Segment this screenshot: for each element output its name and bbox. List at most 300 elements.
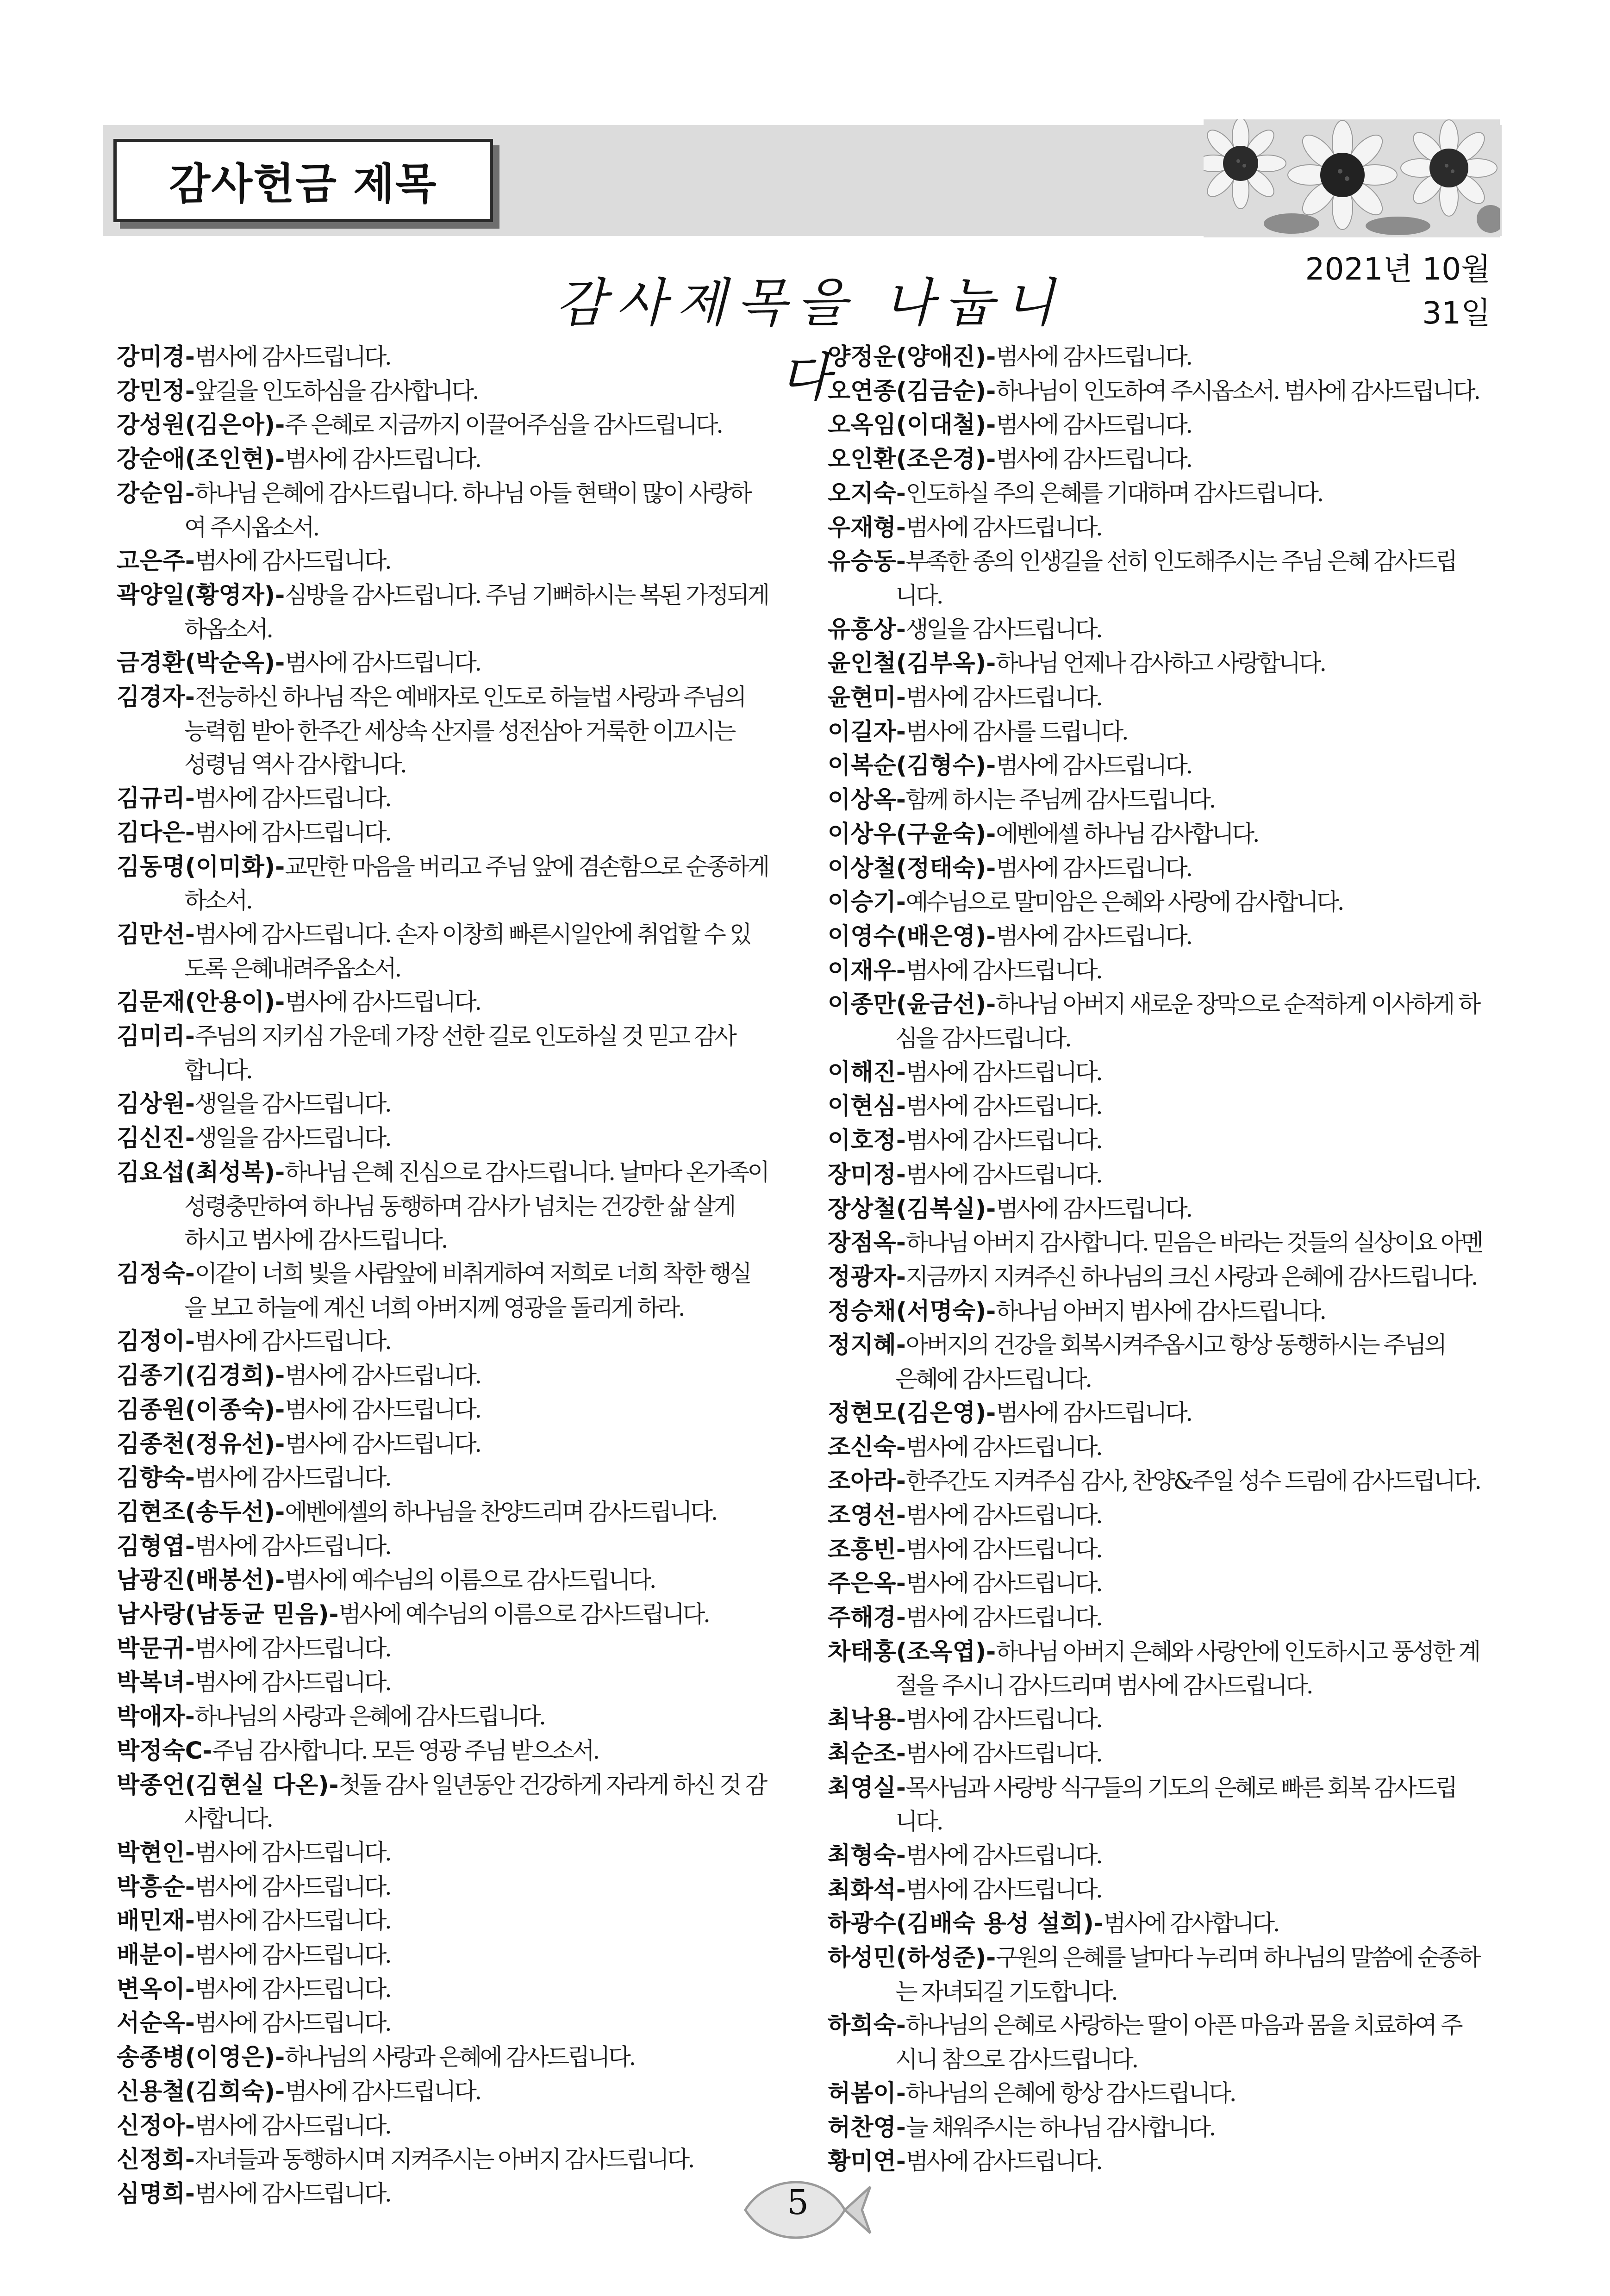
list-item: 남광진(배봉선)-범사에 예수님의 이름으로 감사드립니다. (117, 1566, 655, 1594)
section-title-box (113, 139, 493, 222)
thanks-message: 범사에 감사드립니다. (905, 956, 1101, 984)
list-item: 최낙용-범사에 감사드립니다. (828, 1705, 1101, 1734)
thanks-message: 범사에 감사드립니다. (194, 547, 390, 575)
thanks-message: 범사에 감사드립니다. (996, 922, 1191, 950)
thanks-message: 범사에 감사드립니다. (285, 988, 480, 1016)
donor-name: 김문재(안용이) (117, 989, 275, 1016)
thanks-message: 범사에 감사드립니다. (905, 1092, 1101, 1120)
thanks-message-line: 능력힘 받아 한주간 세상속 산지를 성전삼아 거룩한 이끄시는 (184, 717, 734, 745)
thanks-message: 범사에 감사드립니다. (194, 784, 390, 812)
donor-name: 이복순(김형수) (828, 752, 986, 780)
thanks-message: 범사에 감사를 드립니다. (905, 717, 1127, 745)
thanks-message-cont: 여 주시옵소서. (184, 513, 318, 541)
donor-name: 김다은 (117, 819, 185, 846)
donor-name: 조영선 (828, 1501, 896, 1529)
list-item: 김문재(안용이)-범사에 감사드립니다. (117, 988, 480, 1016)
thanks-message: 범사에 예수님의 이름으로 감사드립니다. (285, 1566, 655, 1594)
thanks-message: 범사에 감사드립니다. (996, 752, 1191, 779)
list-item: 조흥빈-범사에 감사드립니다. (828, 1535, 1101, 1563)
list-item: 김형엽-범사에 감사드립니다. (117, 1532, 390, 1560)
list-item: 유흥상-생일을 감사드립니다. (828, 615, 1101, 643)
thanks-message-cont: 니다. (895, 1808, 942, 1836)
donor-name: 김신진 (117, 1125, 185, 1152)
donor-name: 김요섭(최성복) (117, 1158, 275, 1186)
donor-name: 신정희 (117, 2146, 185, 2174)
section-title: 감사헌금 제목 (169, 159, 437, 209)
donor-name: 김상원 (117, 1090, 185, 1118)
donor-name: 김동명(이미화) (117, 853, 275, 881)
thanks-message: 하나님 은혜 진심으로 감사드립니다. 날마다 온가족이 (285, 1158, 768, 1186)
thanks-message: 주 은혜로 지금까지 이끌어주심을 감사드립니다. (285, 411, 722, 439)
thanks-message: 하나님의 은혜에 항상 감사드립니다. (905, 2079, 1235, 2107)
donor-name: 장미정 (828, 1161, 896, 1188)
thanks-message: 하나님의 사랑과 은혜에 감사드립니다. (285, 2043, 634, 2071)
list-item: 강성원(김은아)-주 은혜로 지금까지 이끌어주심을 감사드립니다. (117, 411, 722, 439)
thanks-message: 범사에 감사드립니다. (996, 343, 1191, 370)
list-item: 김정숙-이같이 너희 빛을 사람앞에 비취게하여 저희로 너희 착한 행실 을 보고 하늘에 계신 너희 아버지께 영광을 돌리게 하라. (117, 1257, 811, 1325)
thanks-message: 아버지의 건강을 회복시켜주옵시고 항상 동행하시는 주님의 (905, 1331, 1445, 1359)
thanks-message: 범사에 감사드립니다. (194, 1327, 390, 1355)
thanks-message: 생일을 감사드립니다. (905, 615, 1101, 643)
thanks-message: 앞길을 인도하심을 감사합니다. (194, 377, 478, 404)
donor-name: 하광수(김배숙 용성 설희) (828, 1910, 1094, 1938)
thanks-message-cont: 시니 참으로 감사드립니다. (895, 2046, 1137, 2073)
list-item: 이재우-범사에 감사드립니다. (828, 956, 1101, 984)
list-item: 서순옥-범사에 감사드립니다. (117, 2009, 390, 2037)
donor-name: 강미경 (117, 343, 185, 371)
thanks-message: 범사에 감사드립니다. (194, 2179, 390, 2207)
donor-name: 김형엽 (117, 1532, 185, 1560)
thanks-message: 하나님의 사랑과 은혜에 감사드립니다. (194, 1703, 544, 1730)
thanks-message-cont: 을 보고 하늘에 계신 너희 아버지께 영광을 돌리게 하라. (184, 1294, 684, 1321)
donor-name: 장상철(김복실) (828, 1195, 986, 1223)
donor-name: 김종천(정유선) (117, 1430, 275, 1458)
list-item: 최화석-범사에 감사드립니다. (828, 1875, 1101, 1904)
donor-name: 박현인 (117, 1839, 185, 1867)
donor-name: 김미리 (117, 1023, 185, 1051)
thanks-message: 범사에 감사드립니다. (285, 1430, 480, 1457)
donor-name: 심명희 (117, 2180, 185, 2208)
list-item: 이상우(구윤숙)-에벤에셀 하나님 감사합니다. (828, 820, 1258, 848)
thanks-message: 자녀들과 동행하시며 지켜주시는 아버지 감사드립니다. (194, 2146, 693, 2173)
donor-name: 정승채(서명숙) (828, 1297, 986, 1325)
list-item: 정승채(서명숙)-하나님 아버지 범사에 감사드립니다. (828, 1297, 1325, 1325)
thanks-message: 범사에 감사드립니다. (194, 343, 390, 370)
donor-name: 김정이 (117, 1328, 185, 1356)
donor-name: 이해진 (828, 1058, 896, 1086)
donor-name: 최화석 (828, 1876, 896, 1904)
donor-name: 정광자 (828, 1263, 896, 1291)
thanks-message: 생일을 감사드립니다. (194, 1090, 390, 1118)
list-item: 박문귀-범사에 감사드립니다. (117, 1634, 390, 1662)
list-item: 김향숙-범사에 감사드립니다. (117, 1464, 390, 1492)
list-item: 주해경-범사에 감사드립니다. (828, 1604, 1101, 1632)
thanks-message: 범사에 감사드립니다. (194, 818, 390, 846)
thanks-message-cont: 심을 감사드립니다. (895, 1025, 1070, 1052)
thanks-message: 범사에 감사드립니다. (194, 1975, 390, 2003)
list-item: 신정희-자녀들과 동행하시며 지켜주시는 아버지 감사드립니다. (117, 2146, 693, 2174)
thanks-message: 범사에 감사드립니다. (905, 1433, 1101, 1461)
thanks-message-line: 성령님 역사 감사합니다. (184, 751, 406, 778)
list-item: 장상철(김복실)-범사에 감사드립니다. (828, 1195, 1191, 1223)
donor-name: 서순옥 (117, 2010, 185, 2037)
thanks-message: 범사에 감사드립니다. (905, 1604, 1101, 1631)
donor-name: 송종병(이영은) (117, 2044, 275, 2072)
list-item: 정지혜-아버지의 건강을 회복시켜주옵시고 항상 동행하시는 주님의 은혜에 감사드립니다. (828, 1328, 1513, 1396)
donor-name: 이호정 (828, 1127, 896, 1155)
donor-name: 강순임 (117, 479, 185, 507)
donor-name: 우재형 (828, 514, 896, 541)
donor-name: 신정아 (117, 2112, 185, 2140)
thanks-message: 지금까지 지켜주신 하나님의 크신 사랑과 은혜에 감사드립니다. (905, 1263, 1477, 1290)
thanks-message: 범사에 감사드립니다. (194, 1838, 390, 1866)
list-item: 강순임-하나님 은혜에 감사드립니다. 하나님 아들 현택이 많이 사랑하 여 주시옵소서. (117, 477, 811, 544)
thanks-message-cont (117, 1190, 811, 1257)
thanks-message: 범사에 감사드립니다. (905, 1160, 1101, 1188)
list-item: 이상철(정태숙)-범사에 감사드립니다. (828, 854, 1191, 882)
list-item: 오옥임(이대철)-범사에 감사드립니다. (828, 411, 1191, 439)
donor-name: 배분이 (117, 1941, 185, 1969)
thanks-message: 범사에 감사드립니다. (905, 1841, 1101, 1869)
thanks-message: 범사에 감사드립니다. (996, 854, 1191, 882)
donor-name: 박종언(김현실 다온) (117, 1771, 329, 1799)
donor-name: 조흥빈 (828, 1536, 896, 1563)
list-item: 이종만(윤금선)-하나님 아버지 새로운 장막으로 순적하게 이사하게 하 심을 감사드립니다. (828, 988, 1513, 1055)
list-item: 이상옥-함께 하시는 주님께 감사드립니다. (828, 786, 1214, 814)
list-item: 우재형-범사에 감사드립니다. (828, 513, 1101, 541)
list-item: 이현심-범사에 감사드립니다. (828, 1092, 1101, 1120)
donor-name: 김종기(김경희) (117, 1362, 275, 1390)
donor-name: 남사랑(남동균 믿음) (117, 1601, 329, 1629)
thanks-message: 범사에 감사드립니다. (285, 445, 480, 473)
donor-name: 강성원(김은아) (117, 411, 275, 439)
thanks-message: 부족한 종의 인생길을 선히 인도해주시는 주님 은혜 감사드립 (905, 548, 1456, 575)
list-item: 심명희-범사에 감사드립니다. (117, 2179, 390, 2208)
thanks-message: 구원의 은혜를 날마다 누리며 하나님의 말씀에 순종하 (996, 1944, 1479, 1972)
donor-name: 김만선 (117, 921, 185, 948)
thanks-message: 전능하신 하나님 작은 예배자로 인도로 하늘법 사랑과 주님의 (194, 683, 745, 711)
list-item: 하성민(하성준)-구원의 은혜를 날마다 누리며 하나님의 말씀에 순종하 는 자녀되길 기도합니다. (828, 1941, 1513, 2009)
thanks-message: 하나님 아버지 감사합니다. 믿음은 바라는 것들의 실상이요 아멘 (905, 1229, 1482, 1257)
thanks-message: 범사에 감사드립니다. (905, 1501, 1101, 1529)
thanks-message: 범사에 감사드립니다. (905, 1535, 1101, 1563)
thanks-message: 하나님 언제나 감사하고 사랑합니다. (996, 649, 1325, 677)
thanks-message-cont: 사합니다. (184, 1805, 272, 1833)
thanks-message: 범사에 감사드립니다. (996, 1399, 1191, 1426)
thanks-message: 에벤에셀의 하나님을 찬양드리며 감사드립니다. (285, 1498, 717, 1525)
list-item: 이복순(김형수)-범사에 감사드립니다. (828, 752, 1191, 780)
list-item: 장미정-범사에 감사드립니다. (828, 1160, 1101, 1188)
thanks-message: 범사에 감사드립니다. (194, 1532, 390, 1560)
list-item: 강순애(조인현)-범사에 감사드립니다. (117, 445, 480, 473)
thanks-message: 범사에 감사드립니다. (194, 2009, 390, 2037)
thanks-message: 심방을 감사드립니다. 주님 기뻐하시는 복된 가정되게 (285, 581, 768, 609)
donor-name: 이상우(구윤숙) (828, 820, 986, 848)
list-item: 김규리-범사에 감사드립니다. (117, 784, 390, 813)
donor-name: 박애자 (117, 1703, 185, 1731)
list-item: 조영선-범사에 감사드립니다. (828, 1501, 1101, 1529)
donor-name: 강순애(조인현) (117, 446, 275, 473)
list-item: 강민정-앞길을 인도하심을 감사합니다. (117, 377, 478, 405)
donor-name: 김경자 (117, 684, 185, 711)
donor-name: 유흥상 (828, 616, 896, 643)
thanks-message: 범사에 감사드립니다. (285, 649, 480, 677)
thanks-message: 범사에 감사드립니다. (194, 1634, 390, 1662)
donor-name: 주은옥 (828, 1570, 896, 1598)
donor-name: 이재우 (828, 957, 896, 984)
donor-name: 이상철(정태숙) (828, 854, 986, 882)
list-item: 김종기(김경희)-범사에 감사드립니다. (117, 1362, 480, 1390)
thanks-message: 범사에 감사드립니다. (905, 1705, 1101, 1733)
list-item: 신정아-범사에 감사드립니다. (117, 2111, 390, 2140)
donor-name: 최영실 (828, 1774, 896, 1802)
donor-name: 이영수(배은영) (828, 922, 986, 950)
list-item: 최순조-범사에 감사드립니다. (828, 1739, 1101, 1767)
list-item: 차태홍(조옥엽)-하나님 아버지 은혜와 사랑안에 인도하시고 풍성한 계 절을 주시니 감사드리며 범사에 감사드립니다. (828, 1635, 1513, 1703)
thanks-message: 범사에 예수님의 이름으로 감사드립니다. (338, 1600, 709, 1628)
list-item: 김동명(이미화)-교만한 마음을 버리고 주님 앞에 겸손함으로 순종하게 하소서. (117, 850, 811, 918)
donor-name: 황미연 (828, 2148, 896, 2176)
thanks-message: 하나님 아버지 새로운 장막으로 순적하게 이사하게 하 (996, 990, 1479, 1018)
donor-name: 조아라 (828, 1468, 896, 1495)
thanks-message-line: 하시고 범사에 감사드립니다. (184, 1226, 447, 1254)
thanks-message: 목사님과 사랑방 식구들의 기도의 은혜로 빠른 회복 감사드립 (905, 1773, 1456, 1801)
right-column (828, 340, 1513, 2179)
thanks-message-cont (117, 715, 811, 782)
donor-name: 박정숙C (117, 1737, 203, 1765)
page-number: 5 (787, 2183, 809, 2222)
thanks-message: 교만한 마음을 버리고 주님 앞에 겸손함으로 순종하게 (285, 852, 768, 880)
donor-name: 오옥임(이대철) (828, 411, 986, 439)
list-item: 최형숙-범사에 감사드립니다. (828, 1841, 1101, 1869)
donor-name: 이현심 (828, 1093, 896, 1120)
thanks-message: 범사에 감사드립니다. (905, 1875, 1101, 1903)
donor-name: 장점옥 (828, 1229, 896, 1257)
thanks-message-cont: 니다. (895, 581, 942, 609)
list-item: 오지숙-인도하실 주의 은혜를 기대하며 감사드립니다. (828, 479, 1322, 507)
list-item: 박흥순-범사에 감사드립니다. (117, 1873, 390, 1901)
thanks-message: 범사에 감사드립니다. (285, 2077, 480, 2105)
thanks-message: 늘 채워주시는 하나님 감사합니다. (905, 2113, 1214, 2141)
thanks-message: 범사에 감사드립니다. (285, 1362, 480, 1389)
donor-name: 김정숙 (117, 1260, 185, 1288)
list-item: 조신숙-범사에 감사드립니다. (828, 1433, 1101, 1461)
list-item: 양정운(양애진)-범사에 감사드립니다. (828, 343, 1191, 371)
thanks-message: 범사에 감사드립니다. (905, 1126, 1101, 1154)
donor-name: 변옥이 (117, 1975, 185, 2003)
donor-name: 김규리 (117, 785, 185, 813)
donor-name: 이종만(윤금선) (828, 991, 986, 1019)
donor-name: 이상옥 (828, 786, 896, 814)
list-item: 배민재-범사에 감사드립니다. (117, 1907, 390, 1935)
list-item: 장점옥-하나님 아버지 감사합니다. 믿음은 바라는 것들의 실상이요 아멘 (828, 1229, 1482, 1257)
donor-name: 박복녀 (117, 1669, 185, 1697)
thanks-message: 범사에 감사드립니다. (905, 1058, 1101, 1086)
list-item: 김다은-범사에 감사드립니다. (117, 818, 390, 846)
list-item: 신용철(김희숙)-범사에 감사드립니다. (117, 2077, 480, 2105)
donor-name: 김현조(송두선) (117, 1498, 275, 1526)
thanks-message: 하나님이 인도하여 주시옵소서. 범사에 감사드립니다. (996, 377, 1479, 404)
thanks-message: 범사에 감사드립니다. (194, 1668, 390, 1696)
section-subtitle: 감사제목을 나눕니다 (555, 273, 1065, 408)
list-item: 강미경-범사에 감사드립니다. (117, 343, 390, 371)
donor-name: 허봄이 (828, 2079, 896, 2107)
list-item: 유승동-부족한 종의 인생길을 선히 인도해주시는 주님 은혜 감사드립 니다. (828, 545, 1513, 612)
thanks-message: 범사에 감사드립니다. (996, 411, 1191, 439)
donor-name: 남광진(배봉선) (117, 1567, 275, 1594)
list-item: 윤현미-범사에 감사드립니다. (828, 684, 1101, 712)
thanks-message: 한주간도 지켜주심 감사, 찬양&주일 성수 드림에 감사드립니다. (905, 1467, 1480, 1495)
donor-name: 윤현미 (828, 684, 896, 712)
list-item: 이해진-범사에 감사드립니다. (828, 1058, 1101, 1086)
list-item: 조아라-한주간도 지켜주심 감사, 찬양&주일 성수 드림에 감사드립니다. (828, 1467, 1480, 1495)
list-item: 김만선-범사에 감사드립니다. 손자 이창희 빠른시일안에 취업할 수 있 도록 은혜내려주옵소서. (117, 918, 811, 985)
list-item: 하희숙-하나님의 은혜로 사랑하는 딸이 아픈 마음과 몸을 치료하여 주 시니 참으로 감사드립니다. (828, 2009, 1513, 2076)
donor-name: 배민재 (117, 1907, 185, 1935)
donor-name: 허찬영 (828, 2114, 896, 2141)
donor-name: 하성민(하성준) (828, 1944, 986, 1972)
list-item: 송종병(이영은)-하나님의 사랑과 은혜에 감사드립니다. (117, 2043, 634, 2072)
thanks-message-cont: 하옵소서. (184, 615, 272, 643)
donor-name: 정현모(김은영) (828, 1399, 986, 1427)
thanks-message: 첫돌 감사 일년동안 건강하게 자라게 하신 것 감 (338, 1771, 766, 1798)
thanks-message: 범사에 감사드립니다. (194, 1464, 390, 1492)
donor-name: 오인환(조은경) (828, 446, 986, 473)
thanks-message: 범사에 감사드립니다. (905, 1569, 1101, 1597)
thanks-message: 범사에 감사드립니다. (285, 1395, 480, 1423)
list-item: 주은옥-범사에 감사드립니다. (828, 1569, 1101, 1598)
thanks-message: 범사에 감사드립니다. (194, 1873, 390, 1900)
donor-name: 주해경 (828, 1604, 896, 1632)
list-item: 김현조(송두선)-에벤에셀의 하나님을 찬양드리며 감사드립니다. (117, 1498, 717, 1526)
thanks-message-cont: 합니다. (184, 1056, 251, 1084)
list-item: 곽양일(황영자)-심방을 감사드립니다. 주님 기뻐하시는 복된 가정되게 하옵소서. (117, 579, 811, 646)
sunflower-image (1204, 119, 1500, 237)
list-item: 금경환(박순옥)-범사에 감사드립니다. (117, 649, 480, 677)
list-item: 오연종(김금순)-하나님이 인도하여 주시옵소서. 범사에 감사드립니다. (828, 377, 1479, 405)
thanks-message-cont: 절을 주시니 감사드리며 범사에 감사드립니다. (895, 1672, 1312, 1699)
list-item: 박현인-범사에 감사드립니다. (117, 1838, 390, 1867)
thanks-message: 에벤에셀 하나님 감사합니다. (996, 820, 1258, 847)
list-item: 이영수(배은영)-범사에 감사드립니다. (828, 922, 1191, 950)
thanks-message: 범사에 감사드립니다. (194, 2111, 390, 2139)
list-item: 황미연-범사에 감사드립니다. (828, 2147, 1101, 2176)
page-number-badge (736, 2171, 875, 2249)
thanks-message: 생일을 감사드립니다. (194, 1124, 390, 1152)
list-item: 허봄이-하나님의 은혜에 항상 감사드립니다. (828, 2079, 1235, 2107)
thanks-message-cont: 은혜에 감사드립니다. (895, 1365, 1091, 1393)
donor-name: 하희숙 (828, 2012, 896, 2040)
donor-name: 박문귀 (117, 1635, 185, 1662)
list-item: 이길자-범사에 감사를 드립니다. (828, 717, 1127, 746)
list-item: 김미리-주님의 지키심 가운데 가장 선한 길로 인도하실 것 믿고 감사 합니다. (117, 1020, 811, 1087)
thanks-message: 예수님으로 말미암은 은혜와 사랑에 감사합니다. (905, 888, 1343, 916)
donor-name: 박흥순 (117, 1873, 185, 1901)
donor-name: 조신숙 (828, 1433, 896, 1461)
list-item: 김종원(이종숙)-범사에 감사드립니다. (117, 1395, 480, 1424)
thanks-message: 인도하실 주의 은혜를 기대하며 감사드립니다. (905, 479, 1322, 507)
bulletin-date: 2021년 10월 31일 (1305, 251, 1491, 331)
list-item: 김요섭(최성복)-하나님 은혜 진심으로 감사드립니다. 날마다 온가족이 성령충만하여 하나님 동행하며 감사가 넘치는 건강한 삶 살게 하시고 범사에 감사드립니다. (117, 1156, 811, 1257)
thanks-message: 범사에 감사드립니다. (194, 1941, 390, 1969)
list-item: 박복녀-범사에 감사드립니다. (117, 1668, 390, 1697)
thanks-message: 하나님 아버지 은혜와 사랑안에 인도하시고 풍성한 계 (996, 1637, 1479, 1665)
donor-name: 신용철(김희숙) (117, 2078, 275, 2105)
thanks-message: 주님 감사합니다. 모든 영광 주님 받으소서. (212, 1736, 598, 1764)
list-item: 정광자-지금까지 지켜주신 하나님의 크신 사랑과 은혜에 감사드립니다. (828, 1263, 1477, 1291)
list-item: 정현모(김은영)-범사에 감사드립니다. (828, 1399, 1191, 1427)
donor-name: 오지숙 (828, 479, 896, 507)
thanks-message: 범사에 감사합니다. (1103, 1910, 1279, 1937)
left-column (117, 340, 811, 2211)
donor-name: 이길자 (828, 718, 896, 746)
donor-name: 오연종(김금순) (828, 377, 986, 405)
thanks-message-cont: 는 자녀되길 기도합니다. (895, 1978, 1117, 2005)
list-item: 윤인철(김부옥)-하나님 언제나 감사하고 사랑합니다. (828, 649, 1325, 678)
donor-name: 고은주 (117, 548, 185, 575)
thanks-message: 범사에 감사드립니다. (905, 513, 1101, 541)
list-item: 허찬영-늘 채워주시는 하나님 감사합니다. (828, 2113, 1214, 2141)
donor-name: 이승기 (828, 889, 896, 916)
thanks-message-cont: 하소서. (184, 887, 251, 915)
donor-name: 윤인철(김부옥) (828, 650, 986, 678)
list-item: 고은주-범사에 감사드립니다. (117, 547, 390, 575)
list-item: 박정숙C-주님 감사합니다. 모든 영광 주님 받으소서. (117, 1736, 598, 1765)
donor-name: 양정운(양애진) (828, 343, 986, 371)
thanks-message-cont: 도록 은혜내려주옵소서. (184, 954, 400, 982)
list-item: 변옥이-범사에 감사드립니다. (117, 1975, 390, 2003)
thanks-message: 범사에 감사드립니다. (996, 1195, 1191, 1222)
thanks-message: 범사에 감사드립니다. (905, 684, 1101, 711)
list-item: 김종천(정유선)-범사에 감사드립니다. (117, 1430, 480, 1458)
thanks-message: 하나님의 은혜로 사랑하는 딸이 아픈 마음과 몸을 치료하여 주 (905, 2011, 1461, 2039)
thanks-message: 함께 하시는 주님께 감사드립니다. (905, 786, 1214, 814)
thanks-message: 범사에 감사드립니다. 손자 이창희 빠른시일안에 취업할 수 있 (194, 920, 750, 948)
list-item: 남사랑(남동균 믿음)-범사에 예수님의 이름으로 감사드립니다. (117, 1600, 709, 1629)
thanks-message: 이같이 너희 빛을 사람앞에 비취게하여 저희로 너희 착한 행실 (194, 1259, 750, 1287)
list-item: 이호정-범사에 감사드립니다. (828, 1126, 1101, 1155)
thanks-message: 범사에 감사드립니다. (194, 1907, 390, 1935)
donor-name: 김종원(이종숙) (117, 1396, 275, 1424)
list-item: 김상원-생일을 감사드립니다. (117, 1090, 390, 1118)
thanks-message: 범사에 감사드립니다. (996, 445, 1191, 473)
donor-name: 유승동 (828, 548, 896, 576)
donor-name: 금경환(박순옥) (117, 649, 275, 677)
list-item: 하광수(김배숙 용성 설희)-범사에 감사합니다. (828, 1910, 1279, 1938)
donor-name: 최낙용 (828, 1706, 896, 1734)
thanks-message: 주님의 지키심 가운데 가장 선한 길로 인도하실 것 믿고 감사 (194, 1022, 735, 1050)
list-item: 오인환(조은경)-범사에 감사드립니다. (828, 445, 1191, 473)
list-item: 박종언(김현실 다온)-첫돌 감사 일년동안 건강하게 자라게 하신 것 감 사합니다. (117, 1768, 811, 1836)
thanks-message: 범사에 감사드립니다. (905, 1739, 1101, 1767)
list-item: 김정이-범사에 감사드립니다. (117, 1327, 390, 1356)
thanks-message-line: 성령충만하여 하나님 동행하며 감사가 넘치는 건강한 삶 살게 (184, 1192, 734, 1220)
donor-name: 곽양일(황영자) (117, 581, 275, 609)
list-item: 김경자-전능하신 하나님 작은 예배자로 인도로 하늘법 사랑과 주님의 능력힘 받아 한주간 세상속 산지를 성전삼아 거룩한 이끄시는 성령님 역사 감사합니다. (117, 680, 811, 782)
donor-name: 정지혜 (828, 1332, 896, 1359)
donor-name: 김향숙 (117, 1464, 185, 1492)
donor-name: 최순조 (828, 1740, 896, 1767)
thanks-message: 범사에 감사드립니다. (905, 2147, 1101, 2175)
donor-name: 차태홍(조옥엽) (828, 1638, 986, 1666)
donor-name: 강민정 (117, 377, 185, 405)
list-item: 김신진-생일을 감사드립니다. (117, 1124, 390, 1152)
list-item: 최영실-목사님과 사랑방 식구들의 기도의 은혜로 빠른 회복 감사드립 니다. (828, 1771, 1513, 1839)
list-item: 이승기-예수님으로 말미암은 은혜와 사랑에 감사합니다. (828, 888, 1343, 916)
donor-name: 최형숙 (828, 1842, 896, 1869)
thanks-message: 하나님 은혜에 감사드립니다. 하나님 아들 현택이 많이 사랑하 (194, 479, 750, 507)
list-item: 배분이-범사에 감사드립니다. (117, 1941, 390, 1969)
